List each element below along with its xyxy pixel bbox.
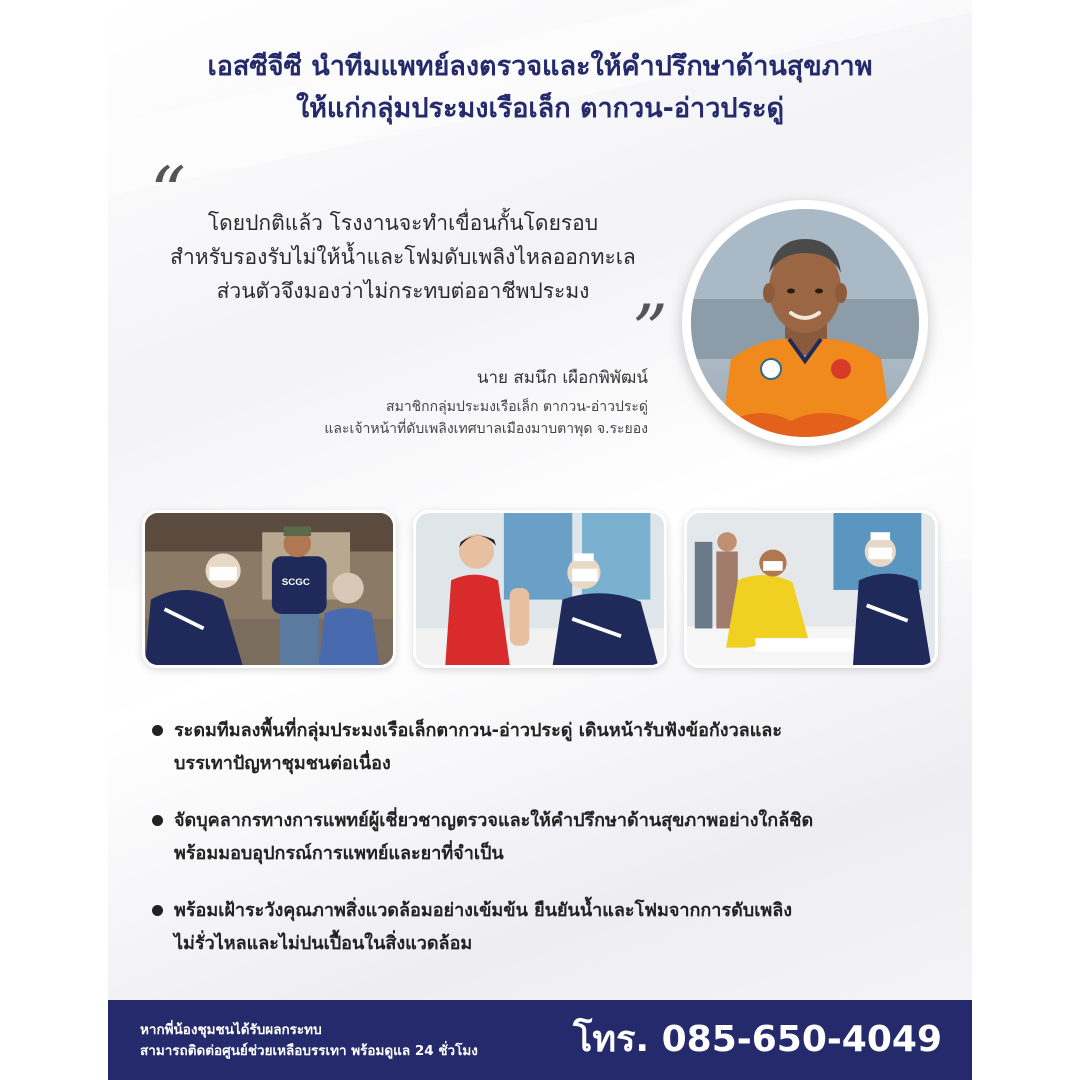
speaker-name: นาย สมนึก เผือกพิพัฒน์ [476,368,648,388]
bullet-line: จัดบุคลากรทางการแพทย์ผู้เชี่ยวชาญตรวจและให้คำปรึกษาด้านสุขภาพอย่างใกล้ชิด [174,810,814,831]
quote-line: โดยปกติแล้ว โรงงานจะทำเขื่อนกั้นโดยรอบ [207,211,599,235]
photo-registration [684,510,938,668]
bullet-line: บรรเทาปัญหาชุมชนต่อเนื่อง [174,753,391,774]
footer-note-line: หากพี่น้องชุมชนได้รับผลกระทบ [140,1022,322,1038]
bullet-icon [152,815,163,826]
title-line-1: เอสซีจีซี นำทีมแพทย์ลงตรวจและให้คำปรึกษาด้านสุขภาพ [207,51,873,82]
speaker-portrait [682,200,928,446]
bullet-line: พร้อมเฝ้าระวังคุณภาพสิ่งแวดล้อมอย่างเข้มข้น ยืนยันน้ำและโฟมจากการดับเพลิง [174,900,793,921]
bullet-list [152,714,942,984]
photo-checkup-elderly [142,510,396,668]
bullet-line: ไม่รั่วไหลและไม่ปนเปื้อนในสิ่งแวดล้อม [174,933,473,954]
footer-note [140,1020,478,1062]
list-item [152,714,942,780]
list-item [152,804,942,870]
quote-line: สำหรับรองรับไม่ให้น้ำและโฟมดับเพลิงไหลออกทะเล [170,245,636,269]
title-line-2: ให้แก่กลุ่มประมงเรือเล็ก ตากวน-อ่าวประดู่ [295,93,785,124]
speaker-role: สมาชิกกลุ่มประมงเรือเล็ก ตากวน-อ่าวประดู่ [386,399,648,415]
quote-text [138,206,668,308]
speaker-role: และเจ้าหน้าที่ดับเพลิงเทศบาลเมืองมาบตาพุด จ.ระยอง [324,421,648,437]
hotline-phone[interactable]: โทร. 085-650-4049 [573,1019,942,1060]
bullet-icon [152,725,163,736]
portrait-illustration [691,209,919,437]
bullet-icon [152,905,163,916]
speaker-photo [691,209,919,437]
quote-line: ส่วนตัวจึงมองว่าไม่กระทบต่ออาชีพประมง [216,279,590,303]
page-title [108,46,972,130]
bullet-line: พร้อมมอบอุปกรณ์การแพทย์และยาที่จำเป็น [174,843,504,864]
close-quote-icon: ” [632,290,668,372]
photo-illustration [687,513,935,665]
open-quote-icon: “ [150,152,186,234]
footer-note-line: สามารถติดต่อศูนย์ช่วยเหลือบรรเทา พร้อมดูแล 24 ชั่วโมง [140,1043,478,1059]
photo-vaccination [413,510,667,668]
poster [108,0,972,1080]
photo-illustration [145,513,393,665]
shirt-logo: SCGC [281,577,310,589]
speaker-credit [188,364,648,440]
list-item [152,894,942,960]
photo-illustration [416,513,664,665]
photo-strip [142,510,938,668]
footer-banner [108,1000,972,1080]
bullet-line: ระดมทีมลงพื้นที่กลุ่มประมงเรือเล็กตากวน-อ่าวประดู่ เดินหน้ารับฟังข้อกังวลและ [174,720,783,741]
